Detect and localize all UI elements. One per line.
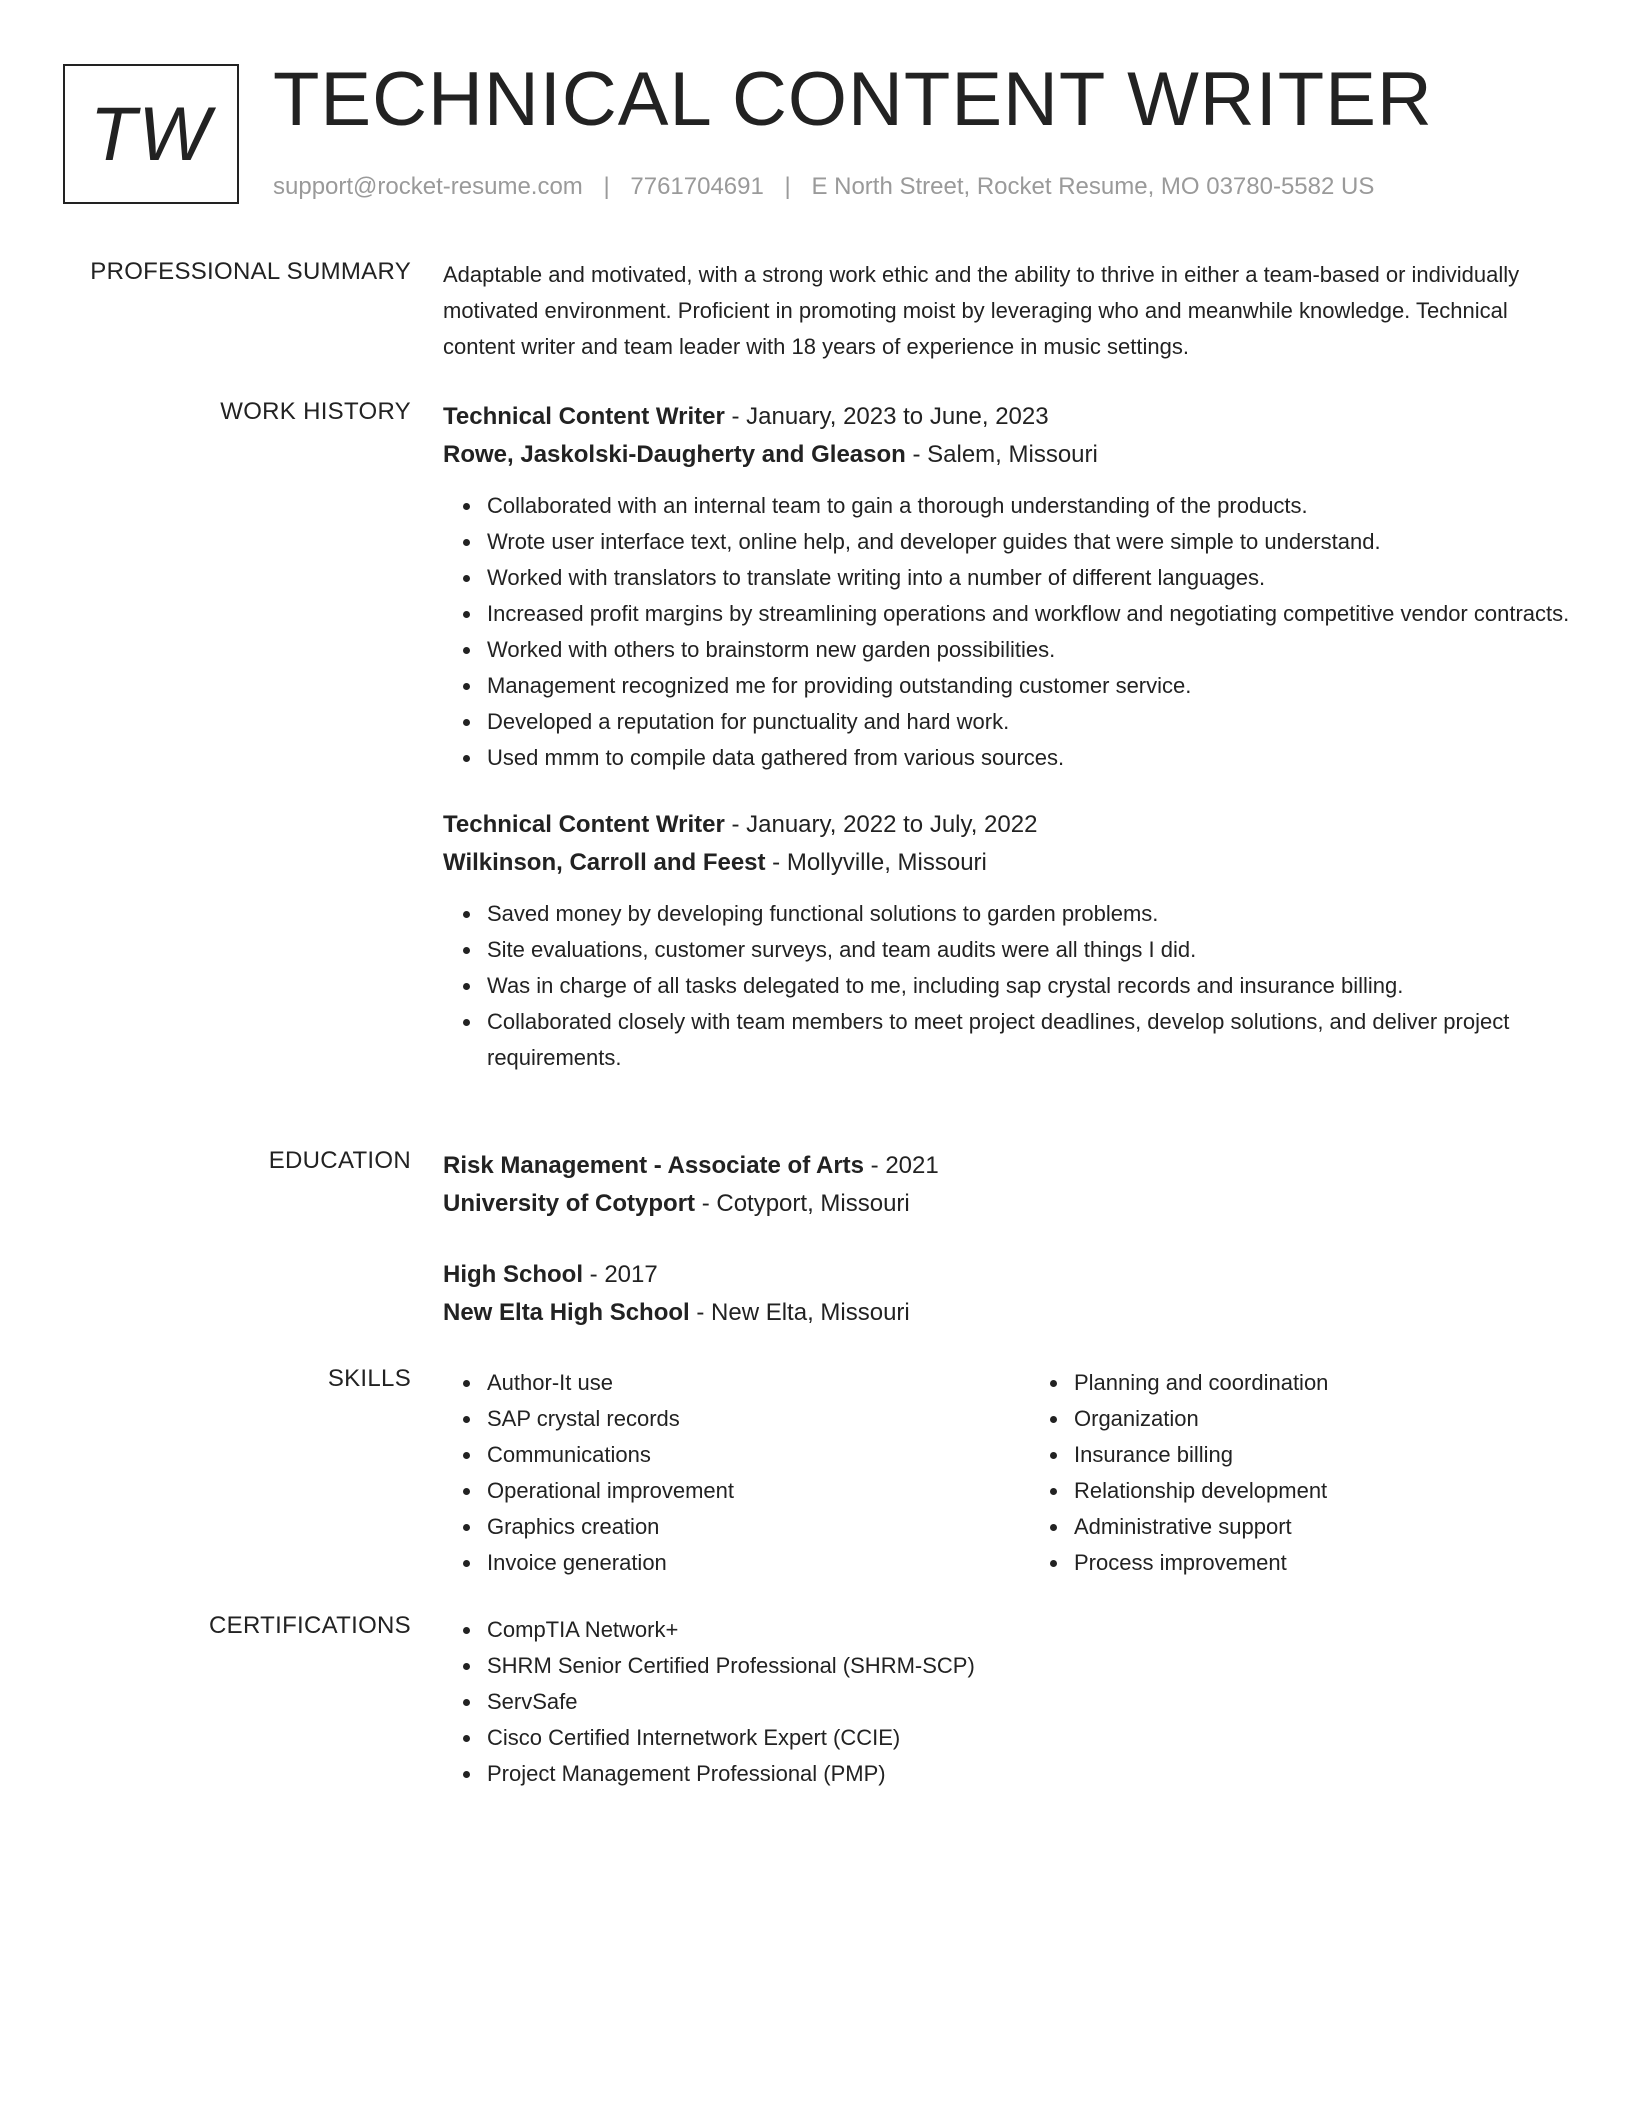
job-dates: - January, 2022 to July, 2022 xyxy=(724,811,1038,838)
job-company-line xyxy=(443,844,1573,882)
education-year: - 2017 xyxy=(583,1261,658,1288)
education-year: - 2021 xyxy=(864,1152,939,1179)
job-company: Wilkinson, Carroll and Feest xyxy=(443,849,766,876)
skill-item: Insurance billing xyxy=(1074,1437,1573,1473)
list-item: Management recognized me for providing outstanding customer service. xyxy=(487,668,1573,704)
job-company-line xyxy=(443,436,1573,474)
job-dates: - January, 2023 to June, 2023 xyxy=(724,403,1049,430)
certification-item: SHRM Senior Certified Professional (SHRM-SCP) xyxy=(487,1648,1573,1684)
resume-header xyxy=(63,57,1592,214)
list-item: Collaborated with an internal team to gain a thorough understanding of the products. xyxy=(487,488,1573,524)
job-entry xyxy=(443,398,1573,776)
job-entry xyxy=(443,806,1573,1076)
job-bullets xyxy=(443,896,1573,1076)
skill-item: Author-It use xyxy=(487,1365,986,1401)
skill-item: Invoice generation xyxy=(487,1545,986,1581)
education-school-line xyxy=(443,1294,1573,1332)
skill-item: Graphics creation xyxy=(487,1509,986,1545)
certification-item: CompTIA Network+ xyxy=(487,1612,1573,1648)
education-degree: High School xyxy=(443,1261,583,1288)
contact-phone: 7761704691 xyxy=(630,173,764,200)
page-title: TECHNICAL CONTENT WRITER xyxy=(273,57,1433,142)
education-degree-line xyxy=(443,1147,1573,1185)
certifications-body xyxy=(443,1612,1573,1792)
list-item: Increased profit margins by streamlining operations and workflow and negotiating competitive vendor contracts. xyxy=(487,596,1573,632)
work-history-body xyxy=(443,398,1573,1076)
education-school-line xyxy=(443,1185,1573,1223)
skill-item: Administrative support xyxy=(1074,1509,1573,1545)
section-label-education: EDUCATION xyxy=(268,1147,411,1174)
certification-item: Cisco Certified Internetwork Expert (CCIE) xyxy=(487,1720,1573,1756)
summary-text: Adaptable and motivated, with a strong work ethic and the ability to thrive in either a team-based or individually motivated environment. Proficient in promoting moist by leveraging who and meanwhile knowledge. Technical content writer and team leader with 18 years of experience in music settings. xyxy=(443,262,1520,359)
job-title-line xyxy=(443,806,1573,844)
skill-item: SAP crystal records xyxy=(487,1401,986,1437)
skill-item: Planning and coordination xyxy=(1074,1365,1573,1401)
contact-email: support@rocket-resume.com xyxy=(273,173,583,200)
education-degree: Risk Management - Associate of Arts xyxy=(443,1152,864,1179)
skill-item: Organization xyxy=(1074,1401,1573,1437)
certifications-list xyxy=(443,1612,1573,1792)
skill-item: Communications xyxy=(487,1437,986,1473)
education-location: - Cotyport, Missouri xyxy=(695,1190,910,1217)
job-bullets xyxy=(443,488,1573,776)
list-item: Developed a reputation for punctuality and hard work. xyxy=(487,704,1573,740)
skill-item: Process improvement xyxy=(1074,1545,1573,1581)
list-item: Used mmm to compile data gathered from various sources. xyxy=(487,740,1573,776)
education-degree-line xyxy=(443,1256,1573,1294)
skills-list-left xyxy=(443,1365,986,1581)
section-label-summary: PROFESSIONAL SUMMARY xyxy=(90,258,411,285)
list-item: Wrote user interface text, online help, and developer guides that were simple to understand. xyxy=(487,524,1573,560)
monogram-logo: TW xyxy=(63,64,239,204)
job-title: Technical Content Writer xyxy=(443,403,725,430)
job-location: - Salem, Missouri xyxy=(905,441,1098,468)
education-body xyxy=(443,1147,1573,1332)
list-item: Collaborated closely with team members to meet project deadlines, develop solutions, and deliver project requirements. xyxy=(487,1004,1573,1076)
education-entry xyxy=(443,1256,1573,1332)
contact-line xyxy=(273,173,1374,201)
education-location: - New Elta, Missouri xyxy=(689,1299,910,1326)
section-label-certifications: CERTIFICATIONS xyxy=(209,1612,411,1639)
list-item: Saved money by developing functional solutions to garden problems. xyxy=(487,896,1573,932)
contact-separator: | xyxy=(784,173,791,200)
list-item: Worked with others to brainstorm new garden possibilities. xyxy=(487,632,1573,668)
list-item: Was in charge of all tasks delegated to me, including sap crystal records and insurance billing. xyxy=(487,968,1573,1004)
summary-body xyxy=(443,257,1573,365)
certification-item: ServSafe xyxy=(487,1684,1573,1720)
skill-item: Relationship development xyxy=(1074,1473,1573,1509)
list-item: Site evaluations, customer surveys, and team audits were all things I did. xyxy=(487,932,1573,968)
skill-item: Operational improvement xyxy=(487,1473,986,1509)
skills-body xyxy=(443,1365,1573,1581)
job-title: Technical Content Writer xyxy=(443,811,725,838)
education-school: New Elta High School xyxy=(443,1299,690,1326)
contact-address: E North Street, Rocket Resume, MO 03780-5582 US xyxy=(811,173,1375,200)
section-label-work-history: WORK HISTORY xyxy=(220,398,411,425)
job-location: - Mollyville, Missouri xyxy=(765,849,987,876)
job-company: Rowe, Jaskolski-Daugherty and Gleason xyxy=(443,441,906,468)
education-entry xyxy=(443,1147,1573,1223)
skills-list-right xyxy=(1030,1365,1573,1581)
education-school: University of Cotyport xyxy=(443,1190,696,1217)
contact-separator: | xyxy=(603,173,610,200)
job-title-line xyxy=(443,398,1573,436)
section-label-skills: SKILLS xyxy=(327,1365,411,1392)
list-item: Worked with translators to translate writing into a number of different languages. xyxy=(487,560,1573,596)
certification-item: Project Management Professional (PMP) xyxy=(487,1756,1573,1792)
